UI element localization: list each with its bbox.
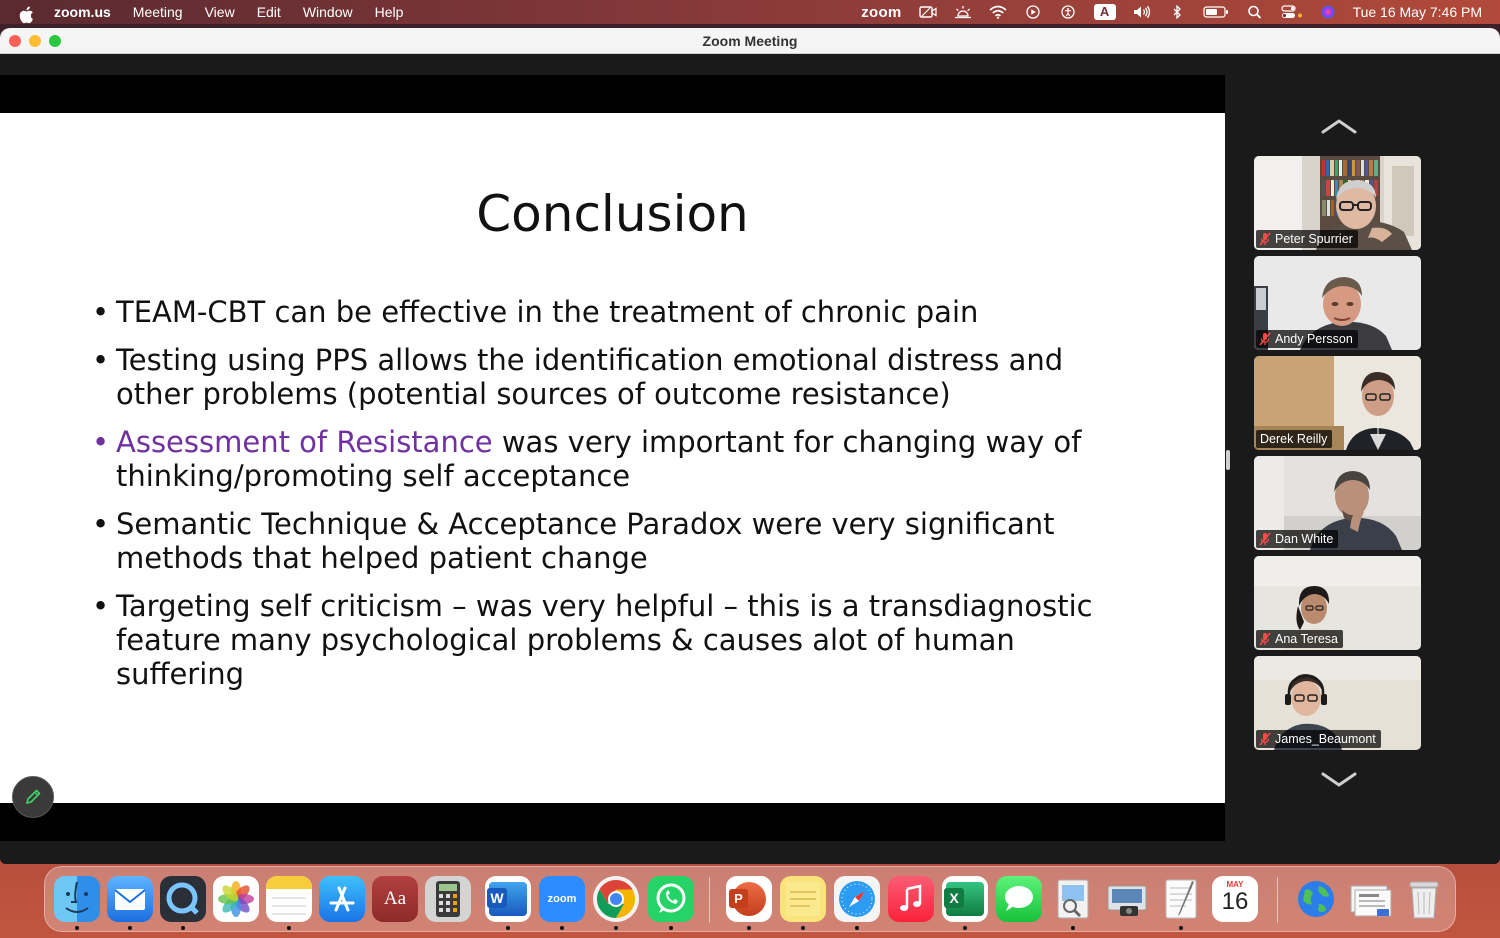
calendar-month: MAY	[1226, 880, 1244, 889]
participant-gallery	[1225, 55, 1500, 864]
clock[interactable]: Tue 16 May 7:46 PM	[1352, 4, 1482, 20]
menu-help[interactable]: Help	[374, 4, 404, 20]
textedit-icon[interactable]	[1158, 876, 1204, 922]
participant-name-tag	[1256, 430, 1332, 448]
running-indicator	[747, 926, 751, 930]
globe-icon[interactable]	[1293, 876, 1339, 922]
participant-name: Derek Reilly	[1260, 432, 1328, 446]
running-indicator	[181, 926, 185, 930]
finder-icon[interactable]	[54, 876, 100, 922]
messages-icon[interactable]	[996, 876, 1042, 922]
control-center-icon[interactable]	[1281, 5, 1303, 19]
photos-icon[interactable]	[213, 876, 259, 922]
notes-icon[interactable]	[266, 876, 312, 922]
powerpoint-icon[interactable]	[726, 876, 772, 922]
minimize-window-button[interactable]	[29, 35, 41, 47]
slide-title: Conclusion	[476, 185, 749, 243]
chrome-icon[interactable]	[593, 876, 639, 922]
calendar-day: 16	[1221, 888, 1249, 915]
slide-bullet: • TEAM-CBT can be effective in the treatment of chronic pain	[92, 295, 979, 329]
muted-mic-icon	[1259, 232, 1271, 246]
slide-bullet-highlight: Assessment of Resistance	[116, 425, 493, 459]
menu-app-name[interactable]: zoom.us	[54, 4, 111, 20]
slide-bullet: • Targeting self criticism – was very helpful – this is a transdiagnostic feature many psychological problems & causes alot of human suffering	[92, 589, 1093, 691]
mail-icon[interactable]	[107, 876, 153, 922]
running-indicator	[855, 926, 859, 930]
meeting-content	[0, 55, 1500, 864]
running-indicator	[963, 926, 967, 930]
downloads-stack-icon[interactable]	[1347, 876, 1393, 922]
participant-tile[interactable]	[1254, 556, 1421, 650]
participant-tile[interactable]	[1254, 156, 1421, 250]
safari-icon[interactable]	[834, 876, 880, 922]
participant-name-tag	[1256, 530, 1338, 548]
presentation-slide	[0, 113, 1225, 803]
menu-meeting[interactable]: Meeting	[132, 4, 183, 20]
participant-tile[interactable]	[1254, 256, 1421, 350]
window-titlebar[interactable]	[0, 28, 1500, 54]
menu-view[interactable]: View	[204, 4, 235, 20]
menu-window[interactable]: Window	[302, 4, 353, 20]
app-store-icon[interactable]	[319, 876, 365, 922]
menu-edit[interactable]: Edit	[256, 4, 281, 20]
participant-tile[interactable]	[1254, 656, 1421, 750]
word-letter: W	[487, 888, 507, 908]
running-indicator	[801, 926, 805, 930]
screen-share-icon[interactable]	[919, 5, 937, 19]
window-title: Zoom Meeting	[702, 32, 798, 49]
slide-bullet: • Testing using PPS allows the identification emotional distress and other problems (potential sources of outcome resistance)	[92, 343, 1064, 411]
input-source-icon[interactable]: A	[1094, 4, 1116, 20]
scroll-down-chevron-icon[interactable]	[1321, 772, 1357, 788]
calculator-icon[interactable]	[425, 876, 471, 922]
scroll-up-chevron-icon[interactable]	[1321, 118, 1357, 134]
zoom-meeting-window	[0, 28, 1500, 864]
muted-mic-icon	[1259, 332, 1271, 346]
stickies-icon[interactable]	[780, 876, 826, 922]
participant-name-tag	[1256, 330, 1358, 348]
whatsapp-icon[interactable]	[648, 876, 694, 922]
dock-separator	[709, 877, 710, 923]
participant-name: James_Beaumont	[1275, 732, 1376, 746]
running-indicator	[614, 926, 618, 930]
zoom-icon[interactable]: zoom	[539, 876, 585, 922]
image-capture-icon[interactable]	[1104, 876, 1150, 922]
running-indicator	[287, 926, 291, 930]
participant-tile[interactable]	[1254, 456, 1421, 550]
running-indicator	[1071, 926, 1075, 930]
wifi-icon[interactable]	[989, 5, 1007, 19]
powerpoint-letter: P	[729, 889, 748, 908]
running-indicator	[1179, 926, 1183, 930]
shared-screen	[0, 75, 1225, 841]
volume-icon[interactable]	[1133, 5, 1151, 19]
quicktime-icon[interactable]	[160, 876, 206, 922]
siri-icon[interactable]	[1320, 5, 1336, 19]
excel-icon[interactable]	[942, 876, 988, 922]
participant-tile-active-speaker[interactable]	[1254, 356, 1421, 450]
participant-name-tag	[1256, 230, 1358, 248]
participant-name: Andy Persson	[1275, 332, 1353, 346]
word-icon[interactable]	[485, 876, 531, 922]
running-indicator	[506, 926, 510, 930]
dictionary-icon[interactable]: Aa	[372, 876, 418, 922]
participant-name: Ana Teresa	[1275, 632, 1339, 646]
brightness-icon[interactable]	[954, 5, 972, 19]
muted-mic-icon	[1259, 632, 1271, 646]
participant-name-tag	[1256, 630, 1343, 648]
running-indicator	[669, 926, 673, 930]
participant-name: Peter Spurrier	[1275, 232, 1353, 246]
slide-bullet: • Semantic Technique & Acceptance Paradox were very significant methods that helped patient change	[92, 507, 1055, 575]
pencil-icon	[24, 788, 42, 806]
slide-bullet: • Assessment of Resistance was very important for changing way of thinking/promoting self acceptance	[92, 425, 1082, 493]
participant-name-tag	[1256, 730, 1381, 748]
preview-icon[interactable]	[1050, 876, 1096, 922]
annotate-button[interactable]	[12, 776, 54, 818]
spotlight-search-icon[interactable]	[1246, 5, 1264, 19]
participant-name: Dan White	[1275, 532, 1334, 546]
battery-icon[interactable]	[1203, 5, 1229, 19]
calendar-icon[interactable]	[1212, 876, 1258, 922]
slide-bullet-list	[92, 295, 1102, 705]
fullscreen-window-button[interactable]	[49, 35, 61, 47]
muted-mic-icon	[1259, 732, 1271, 746]
menu-bar	[0, 0, 1500, 24]
excel-letter: X	[944, 888, 964, 908]
dock-separator	[1277, 877, 1278, 923]
trash-icon[interactable]	[1401, 876, 1447, 922]
running-indicator	[75, 926, 79, 930]
accessibility-icon[interactable]	[1059, 5, 1077, 19]
close-window-button[interactable]	[9, 35, 21, 47]
play-icon[interactable]	[1024, 5, 1042, 19]
running-indicator	[128, 926, 132, 930]
running-indicator	[560, 926, 564, 930]
muted-mic-icon	[1259, 532, 1271, 546]
apple-icon[interactable]	[16, 4, 38, 20]
dock	[44, 866, 1456, 932]
music-icon[interactable]	[888, 876, 934, 922]
zoom-status-item[interactable]: zoom	[861, 3, 902, 21]
bluetooth-icon[interactable]	[1168, 5, 1186, 19]
